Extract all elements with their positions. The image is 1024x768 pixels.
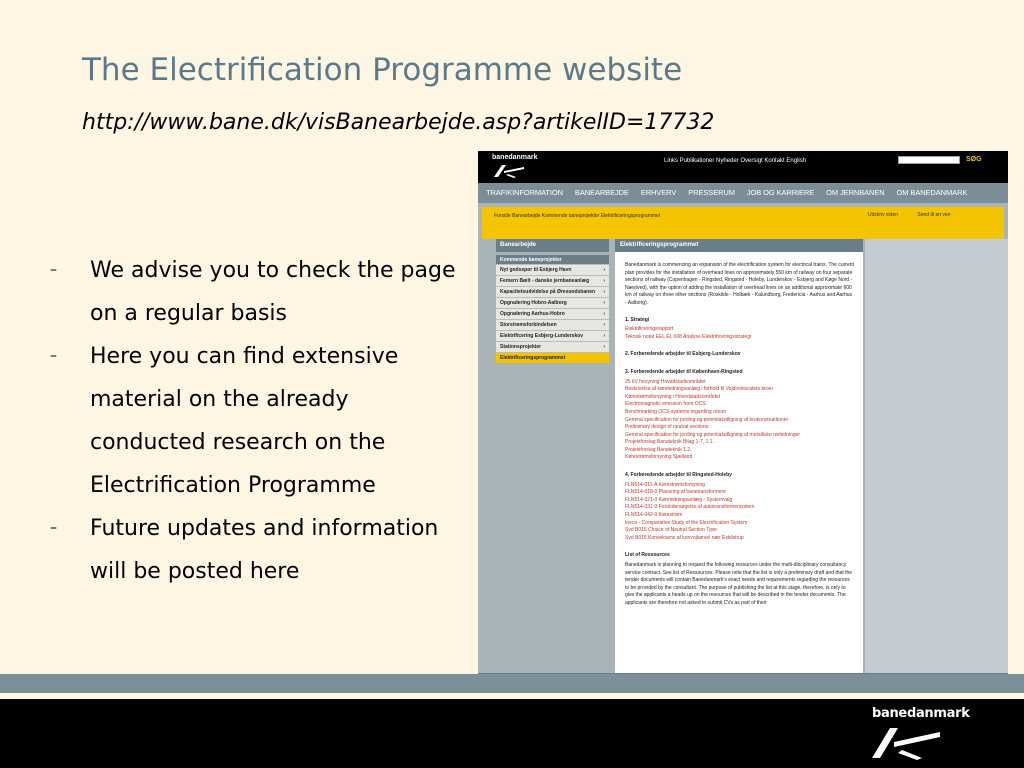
sidebar-item-active[interactable] [496, 352, 609, 363]
sidebar-item-label: Storstrømsforbindelsen [500, 322, 557, 328]
document-link[interactable]: FLN514-011-A Kørestrømsforsyning [625, 481, 705, 488]
nav-item[interactable]: OM BANEDANMARK [896, 188, 968, 197]
site-main-content [615, 239, 863, 693]
sidebar-item-label: Elektrificering Esbjerg-Lunderskov [500, 333, 584, 339]
slide-title: The Electrification Programme website [82, 52, 683, 88]
nav-item[interactable]: BANEARBEJDE [574, 188, 629, 197]
site-right-column [865, 239, 1008, 693]
bullet-text: We advise you to check the page on a regular basis [90, 258, 456, 326]
document-link[interactable]: General specification for jording og potentialudligning af metalliske rørledninger [625, 431, 801, 438]
bullet-item [50, 335, 460, 507]
resources-title: List of Ressources [625, 552, 670, 559]
intro-paragraph: Banedanmark is commencing an expansion of the electrification system for electrical trains. The current plan provides for the installation of overhead lines on approximately 550 km of railway on four separate sections of railway (Copenhagen - Ringsted, Ringsted - Holeby, Lunderskov - Esbjerg and Køge Nord - Næstved), with the option of adding the installation of overhead lines on an additional approximate 600 km of railway on three other sections (Roskilde - Holbæk - Kalundborg, Fredericia - Aarhus and Aarhus - Aalborg). [625, 262, 854, 306]
nav-item[interactable]: JOB OG KARRIERE [746, 188, 815, 197]
section-title: 2. Forberedende arbejder til Esbjerg-Lunderskov [625, 351, 741, 358]
document-link[interactable]: Electromagnetic emission from OCS [625, 401, 706, 408]
sidebar-item[interactable] [496, 286, 609, 297]
bullet-text: Here you can find extensive material on the already conducted research on the Electrification Programme [90, 344, 399, 498]
breadcrumb[interactable]: Forside Banearbejde Kommende baneprojekter Elektrificeringsprogrammet [494, 213, 661, 219]
document-link[interactable]: 25 kV forsyning Hovedstadsområdet [625, 378, 706, 385]
dash-bullet: – [50, 520, 57, 536]
document-link[interactable]: General specification for jording og potentialudligning af brokonstruktioner [625, 416, 789, 423]
chevron-right-icon: › [603, 267, 605, 273]
print-page-link[interactable]: Udskriv siden [868, 212, 899, 218]
sidebar-item[interactable] [496, 341, 609, 352]
site-logo-text: banedanmark [492, 154, 538, 161]
resources-paragraph: Banedanmark is planning to request the following resources under the multi-disciplinary consultancy service contract. See list of Ressources. Please note that the list is only a preliminary draft and that the tender documents will contain Banedanmark's exact needs and requirements regarding the resources to be provided by the consultant. The purpose of publishing the list at this stage, therefore, is only to give the applicants a heads up on the resources that will be described in the tender documents. The applicants are therefore not asked to submit CVs as part of their [625, 562, 853, 606]
dash-bullet: – [50, 348, 57, 364]
site-header [478, 151, 1008, 183]
bullet-item [50, 249, 460, 335]
logo-mark-icon [870, 722, 942, 760]
site-logo[interactable] [492, 154, 552, 180]
dash-bullet: – [50, 262, 57, 278]
sidebar-item[interactable] [496, 319, 609, 330]
document-link[interactable]: Preliminary design of neutral sections [625, 424, 709, 431]
document-link[interactable]: FLN514-031-0 Forundersøgelse af autotransformersystem [625, 504, 755, 511]
bullet-list [50, 249, 460, 593]
chevron-right-icon: › [603, 311, 605, 317]
site-search-input[interactable] [898, 156, 960, 164]
section-title: 4. Forberedende arbejder til Ringsted-Holeby [625, 472, 732, 479]
document-link[interactable]: Projektforslag Banateknik Bilag 1-7, 1.1. [625, 439, 714, 446]
banedanmark-logo [868, 706, 978, 764]
section-block [625, 317, 855, 342]
sidebar-item-label: Elektrificeringsprogrammet [500, 355, 566, 361]
logo-mark-icon [492, 162, 526, 178]
document-link[interactable]: FLN514-042-0 Kørestrøm [625, 512, 683, 519]
send-to-friend-link[interactable]: Send til en ven [917, 212, 951, 218]
nav-item[interactable]: ERHVERV [640, 188, 677, 197]
sidebar-item-label: Opgradering Aarhus-Hobro [500, 311, 565, 317]
page-tools [868, 212, 969, 218]
bottom-band [0, 674, 1024, 693]
chevron-right-icon: › [603, 278, 605, 284]
site-search-button[interactable]: SØG [966, 156, 982, 163]
chevron-right-icon: › [603, 289, 605, 295]
document-link[interactable]: Benchmarking OCS-systems regarding return [625, 408, 727, 415]
sidebar-item-label: Nyt godsspor til Esbjerg Havn [500, 267, 572, 273]
chevron-right-icon: › [603, 300, 605, 306]
slide-url: http://www.bane.dk/visBanearbejde.asp?artikelID=17732 [82, 110, 715, 135]
breadcrumb-bar [482, 207, 1004, 239]
document-link[interactable]: Syd B015 Choice of Neutral Section Type [625, 527, 717, 534]
sidebar-item-label: Femern Bælt - danske jernbaneanlæg [500, 278, 590, 284]
site-top-links[interactable]: Links Publikationer Nyheder Oversigt Kontakt English [664, 158, 807, 164]
sidebar-item[interactable] [496, 308, 609, 319]
sidebar-item-label: Kapacitetsudvidelse på Øresundsbanen [500, 289, 596, 295]
sidebar-item-label: Stationsprojekter [500, 344, 542, 350]
section-block [625, 369, 855, 462]
site-sidebar [496, 239, 609, 389]
section-title: 3. Forberedende arbejder til København-Ringsted [625, 368, 743, 375]
section-title: 1. Strategi [625, 316, 650, 323]
logo-text: banedanmark [872, 706, 970, 721]
chevron-right-icon: › [603, 333, 605, 339]
bullet-text: Future updates and information will be posted here [90, 516, 439, 584]
nav-item[interactable]: OM JERNBANEN [826, 188, 885, 197]
document-link[interactable]: Elektrificeringsrapport [625, 326, 674, 333]
sidebar-item[interactable] [496, 264, 609, 275]
website-screenshot [478, 151, 1008, 693]
document-link[interactable]: Kørestrømsforsyning i Hovedstadsområdet [625, 393, 721, 400]
sidebar-item[interactable] [496, 330, 609, 341]
document-link[interactable]: Teknisk notat EEL EL 008 Analyse Elektrificeringsstrategi [625, 333, 752, 340]
bullet-item [50, 507, 460, 593]
document-link[interactable]: Projektforslag Banateknik 1.2. [625, 446, 692, 453]
chevron-right-icon: › [603, 322, 605, 328]
sidebar-item[interactable] [496, 297, 609, 308]
document-link[interactable]: Syd B016 Konsekvens af konvojkørsel nær Eskilstrup [625, 534, 744, 541]
document-link[interactable]: Ineco - Comparative Study of the Electrification System [625, 519, 748, 526]
site-nav [478, 183, 1008, 203]
section-block [625, 351, 855, 359]
document-link[interactable]: FLN514-021-0 Køreledningsanlæg - Systemvalg [625, 496, 733, 503]
document-link[interactable]: Kørestrømsforsyning Sjælland [625, 454, 693, 461]
section-block [625, 472, 855, 542]
sidebar-head[interactable]: Banearbejde [496, 239, 609, 252]
sidebar-item[interactable] [496, 275, 609, 286]
chevron-right-icon: › [603, 344, 605, 350]
document-link[interactable]: Beskrivelse af køreledningsanlæg i forhold til Vejdirektoratets broer [625, 386, 774, 393]
main-heading: Elektrificeringsprogrammet [615, 239, 863, 252]
sidebar-subhead[interactable]: Kommende baneprojekter [496, 255, 609, 264]
nav-item[interactable]: TRAFIKINFORMATION [486, 188, 563, 197]
sidebar-item-label: Opgradering Hobro-Aalborg [500, 300, 567, 306]
document-link[interactable]: FLN514-018-0 Placering af banetransformere [625, 489, 726, 496]
nav-item[interactable]: PRESSERUM [688, 188, 735, 197]
